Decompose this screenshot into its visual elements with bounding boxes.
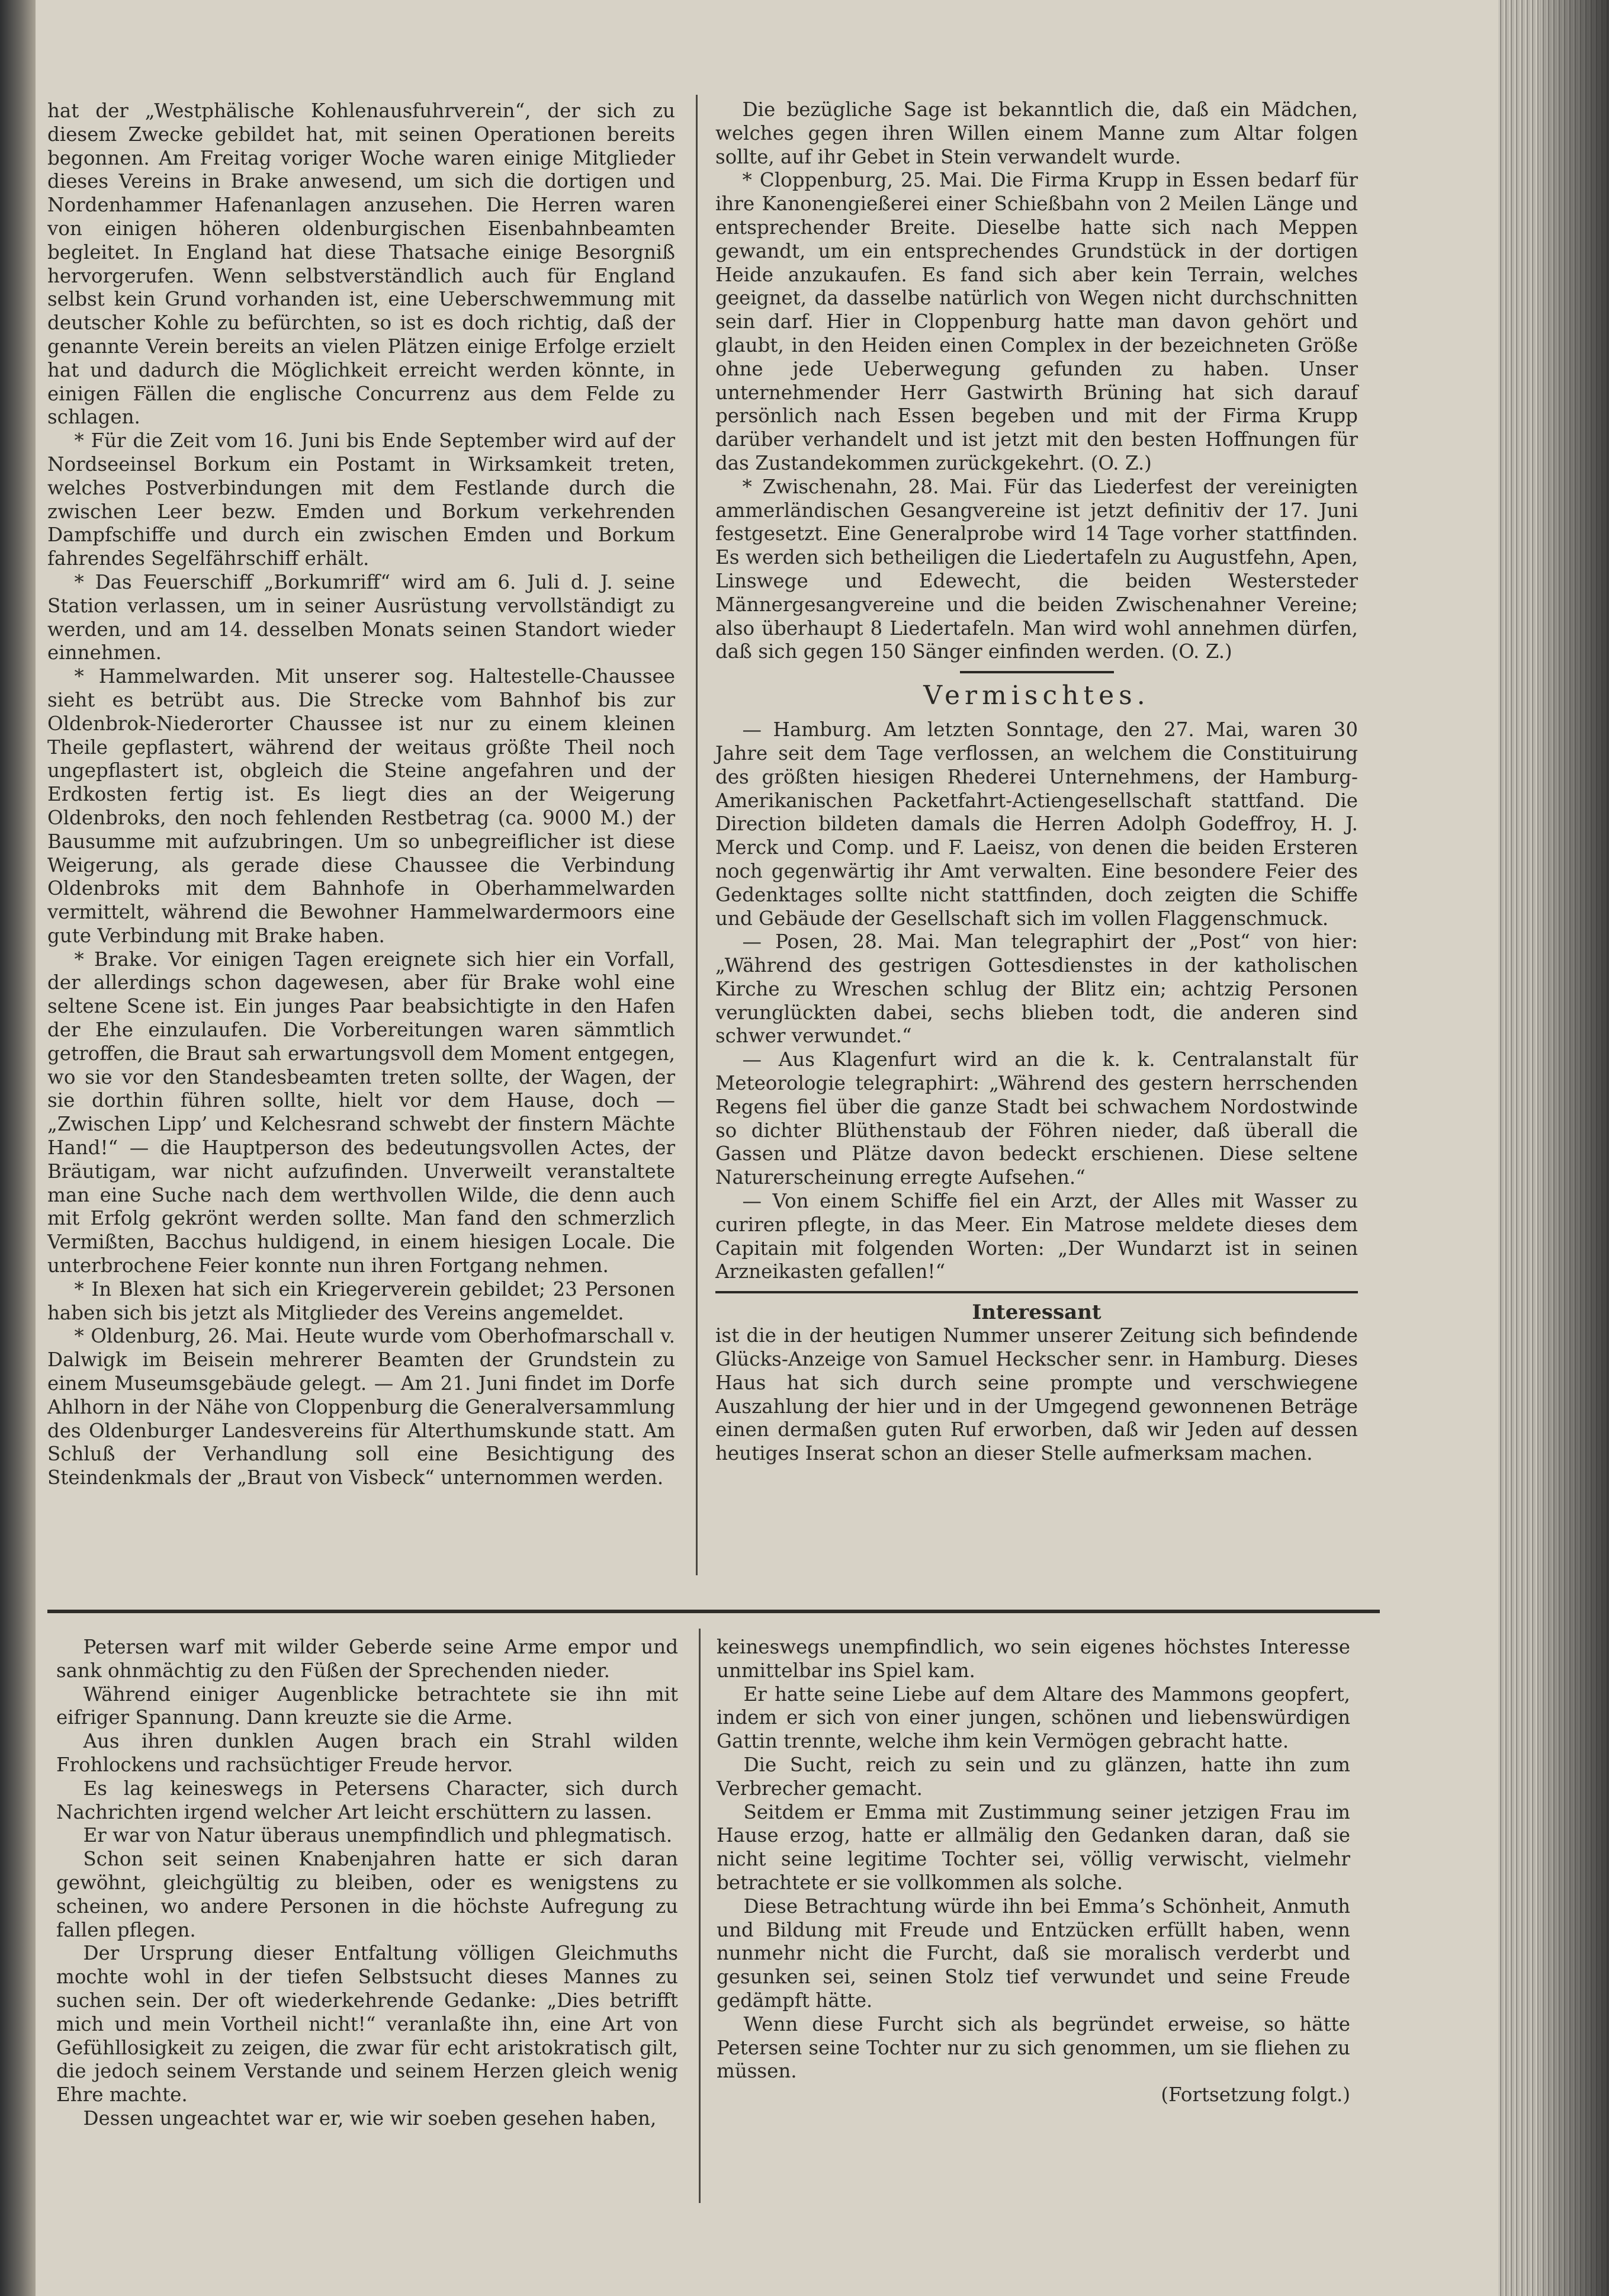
news-column-right — [715, 98, 1358, 1466]
notice-heading-interessant: Interessant — [972, 1300, 1101, 1325]
paragraph: hat der „Westphälische Kohlenausfuhrverein“, der sich zu diesem Zwecke gebildet hat, mit seinen Operationen bereits begonnen. Am Freitag voriger Woche waren einige Mitglieder dieses Vereins in Brake anwesend, um sich die dortigen und Nordenhammer Hafenanlagen anzusehen. Die Herren waren von einigen höheren oldenburgischen Eisenbahnbeamten begleitet. In England hat diese Thatsache einige Besorgniß hervorgerufen. Wenn selbstverständlich auch für England selbst kein Grund vorhanden ist, eine Ueberschwemmung mit deutscher Kohle zu befürchten, so ist es doch richtig, daß der genannte Verein bereits an vielen Plätzen einige Erfolge erzielt hat und dadurch die Möglichkeit erreicht werden könnte, in einigen Fällen die englische Concurrenz aus dem Felde zu schlagen. — [47, 99, 675, 429]
paragraph: Wenn diese Furcht sich als begründet erweise, so hätte Petersen seine Tochter nur zu sich genommen, um sie fliehen zu müssen. — [717, 2012, 1350, 2083]
paragraph: Petersen warf mit wilder Geberde seine Arme empor und sank ohnmächtig zu den Füßen der Sprechenden nieder. — [56, 1636, 678, 1682]
paragraph: keineswegs unempfindlich, wo sein eigenes höchstes Interesse unmittelbar ins Spiel kam. — [717, 1636, 1350, 1682]
column-rule-bottom — [699, 1629, 701, 2203]
paragraph: * Für die Zeit vom 16. Juni bis Ende September wird auf der Nordseeinsel Borkum ein Postamt in Wirksamkeit treten, welches Postverbindungen mit dem Festlande durch die zwischen Leer bezw. Emden und Borkum verkehrenden Dampfschiffe und durch ein zwischen Emden und Borkum fahrendes Segelfährschiff erhält. — [47, 429, 675, 570]
rule — [715, 1291, 1358, 1293]
paragraph: * Cloppenburg, 25. Mai. Die Firma Krupp in Essen bedarf für ihre Kanonengießerei einer Schießbahn von 2 Meilen Länge und entsprechender Breite. Dieselbe hatte sich nach Meppen gewandt, um ein entsprechendes Grundstück in der dortigen Heide anzukaufen. Es fand sich aber kein Terrain, welches geeignet, da dasselbe natürlich von Wegen nicht durchschnitten sein darf. Hier in Cloppenburg hatte man davon gehört und glaubt, in den Heiden einen Complex in der bezeichneten Größe ohne jede Ueberwegung gefunden zu haben. Unser unternehmender Herr Gastwirth Brüning hat sich darauf persönlich nach Essen begeben und mit der Firma Krupp darüber verhandelt und ist jetzt mit den besten Hoffnungen für das Zustandekommen zurückgekehrt. (O. Z.) — [715, 169, 1358, 474]
feuilleton-column-right — [717, 1636, 1350, 2107]
paragraph: Diese Betrachtung würde ihn bei Emma’s Schönheit, Anmuth und Bildung mit Freude und Entzücken erfüllt haben, wenn nunmehr nicht die Furcht, daß sie moralisch verderbt und gesunken sei, seinen Stolz tief verwundet und seine Freude gedämpft hätte. — [717, 1894, 1350, 2012]
paragraph: * Das Feuerschiff „Borkumriff“ wird am 6. Juli d. J. seine Station verlassen, um in seiner Ausrüstung vervollständigt zu werden, und am 14. desselben Monats seinen Standort wieder einnehmen. — [47, 570, 675, 664]
section-heading-vermischtes: Vermischtes. — [923, 680, 1150, 711]
paragraph: Die bezügliche Sage ist bekanntlich die, daß ein Mädchen, welches gegen ihren Willen einem Manne zum Altar folgen sollte, auf ihr Gebet in Stein verwandelt wurde. — [715, 98, 1358, 168]
paragraph: Die Sucht, reich zu sein und zu glänzen, hatte ihn zum Verbrecher gemacht. — [717, 1753, 1350, 1800]
paragraph: Seitdem er Emma mit Zustimmung seiner jetzigen Frau im Hause erzog, hatte er allmälig den Gedanken daran, daß sie nicht seine legitime Tochter sei, völlig verwischt, vielmehr betrachtete er sie vollkommen als solche. — [717, 1800, 1350, 1894]
page-edge-shadow — [1540, 0, 1609, 2296]
paragraph: — Posen, 28. Mai. Man telegraphirt der „Post“ von hier: „Während des gestrigen Gottesdienstes in der katholischen Kirche zu Wreschen schlug der Blitz ein; achtzig Personen verunglückten dabei, sechs blieben todt, die anderen sind schwer verwundet.“ — [715, 930, 1358, 1048]
continuation-note: (Fortsetzung folgt.) — [1161, 2083, 1350, 2106]
book-gutter — [0, 0, 36, 2296]
feuilleton-column-left — [56, 1636, 678, 2131]
paragraph: Schon seit seinen Knabenjahren hatte er sich daran gewöhnt, gleichgültig zu bleiben, oder es wenigstens zu scheinen, wo andere Personen in die höchste Aufregung zu fallen pflegen. — [56, 1848, 678, 1941]
paragraph: * Hammelwarden. Mit unserer sog. Haltestelle-Chaussee sieht es betrübt aus. Die Strecke vom Bahnhof bis zur Oldenbrok-Niederorter Chaussee ist nur zu einem kleinen Theile gepflastert, während der weitaus größte Theil noch ungepflastert ist, obgleich die Steine angefahren und der Erdkosten fertig ist. Es liegt dies an der Weigerung Oldenbroks, den noch fehlenden Restbetrag (ca. 9000 M.) der Bausumme mit aufzubringen. Um so unbegreiflicher ist diese Weigerung, als gerade diese Chaussee die Verbindung Oldenbroks mit dem Bahnhofe in Oberhammelwarden vermittelt, während die Bewohner Hammelwardermoors eine gute Verbindung mit Brake haben. — [47, 665, 675, 947]
notice-text: ist die in der heutigen Nummer unserer Zeitung sich befindende Glücks-Anzeige von Samuel Heckscher senr. in Hamburg. Dieses Haus hat sich durch seine prompte und verschwiegene Auszahlung der hier und in der Umgegend gewonnenen Beträge einen dermaßen guten Ruf erworben, daß wir Jeden auf dessen heutiges Inserat schon an dieser Stelle aufmerksam machen. — [715, 1324, 1358, 1465]
short-rule — [960, 671, 1114, 673]
paragraph: Der Ursprung dieser Entfaltung völligen Gleichmuths mochte wohl in der tiefen Selbstsucht dieses Mannes zu suchen sein. Der oft wiederkehrende Gedanke: „Dies betrifft mich und mein Vortheil nicht!“ veranlaßte ihn, eine Art von Gefühllosigkeit zu zeigen, die zwar für echt aristokratisch gilt, die jedoch seinem Verstande und seinem Herzen gleich wenig Ehre machte. — [56, 1942, 678, 2106]
paragraph: Dessen ungeachtet war er, wie wir soeben gesehen haben, — [83, 2106, 657, 2130]
feuilleton-divider — [47, 1610, 1380, 1613]
paragraph: — Hamburg. Am letzten Sonntage, den 27. Mai, waren 30 Jahre seit dem Tage verflossen, an welchem die Constituirung des größten hiesigen Rhederei Unternehmens, der Hamburg-Amerikanischen Packetfahrt-Actiengesellschaft stattfand. Die Direction bildeten damals die Herren Adolph Godeffroy, H. J. Merck und Comp. und F. Laeisz, von denen die beiden Ersteren noch gegenwärtig ihr Amt verwalten. Eine besondere Feier des Gedenktages sollte nicht stattfinden, doch zeigten die Schiffe und Gebäude der Gesellschaft sich im vollen Flaggenschmuck. — [715, 718, 1358, 930]
paragraph: * Brake. Vor einigen Tagen ereignete sich hier ein Vorfall, der allerdings schon dagewesen, aber für Brake wohl eine seltene Scene ist. Ein junges Paar beabsichtigte in den Hafen der Ehe einzulaufen. Die Vorbereitungen waren sämmtlich getroffen, die Braut sah erwartungsvoll dem Moment entgegen, wo sie vor den Standesbeamten treten sollte, der Wagen, der sie dorthin führen sollte, hielt vor dem Hause, doch — „Zwischen Lipp’ und Kelchesrand schwebt der finstern Mächte Hand!“ — die Hauptperson des bedeutungsvollen Actes, der Bräutigam, war nicht aufzufinden. Unverweilt veranstaltete man eine Suche nach dem werthvollen Wilde, die denn auch mit Erfolg gekrönt werden sollte. Man fand den schmerzlich Vermißten, Bacchus huldigend, in einem hiesigen Locale. Die unterbrochene Feier konnte nun ihren Fortgang nehmen. — [47, 948, 675, 1277]
column-rule-top — [696, 95, 698, 1575]
paragraph: Er hatte seine Liebe auf dem Altare des Mammons geopfert, indem er sich von einer jungen, schönen und liebenswürdigen Gattin trennte, welche ihm kein Vermögen gebracht hatte. — [717, 1682, 1350, 1753]
paragraph: Er war von Natur überaus unempfindlich und phlegmatisch. — [83, 1824, 673, 1847]
paragraph: — Von einem Schiffe fiel ein Arzt, der Alles mit Wasser zu curiren pflegte, in das Meer. Ein Matrose meldete dieses dem Capitain mit folgenden Worten: „Der Wundarzt ist in seinen Arzneikasten gefallen!“ — [715, 1190, 1358, 1283]
paragraph: Während einiger Augenblicke betrachtete sie ihn mit eifriger Spannung. Dann kreuzte sie die Arme. — [56, 1682, 678, 1729]
paragraph: * Zwischenahn, 28. Mai. Für das Liederfest der vereinigten ammerländischen Gesangvereine ist jetzt definitiv der 17. Juni festgesetzt. Eine Generalprobe wird 14 Tage vorher stattfinden. Es werden sich betheiligen die Liedertafeln zu Augustfehn, Apen, Linswege und Edewecht, die beiden Westersteder Männergesangvereine und die beiden Zwischenahner Vereine; also überhaupt 8 Liedertafeln. Man wird wohl annehmen dürfen, daß sich gegen 150 Sänger einfinden werden. (O. Z.) — [715, 475, 1358, 663]
paragraph: * Oldenburg, 26. Mai. Heute wurde vom Oberhofmarschall v. Dalwigk im Beisein mehrerer Beamten der Grundstein zu einem Museumsgebäude gelegt. — Am 21. Juni findet im Dorfe Ahlhorn in der Nähe von Cloppenburg die Generalversammlung des Oldenburger Landesvereins für Alterthumskunde statt. Am Schluß der Verhandlung soll eine Besichtigung des Steindenkmals der „Braut von Visbeck“ unternommen werden. — [47, 1325, 675, 1489]
paragraph: * In Blexen hat sich ein Kriegerverein gebildet; 23 Personen haben sich bis jetzt als Mitglieder des Vereins angemeldet. — [47, 1277, 675, 1324]
paragraph: — Aus Klagenfurt wird an die k. k. Centralanstalt für Meteorologie telegraphirt: „Während des gestern herrschenden Regens fiel über die ganze Stadt bei schwachem Nordostwinde so dichter Blüthenstaub der Föhren nieder, daß überall die Gassen und Plätze davon bedeckt erschienen. Diese seltene Naturerscheinung erregte Aufsehen.“ — [715, 1048, 1358, 1189]
paragraph: Es lag keineswegs in Petersens Character, sich durch Nachrichten irgend welcher Art leicht erschüttern zu lassen. — [56, 1777, 678, 1823]
paragraph: Aus ihren dunklen Augen brach ein Strahl wilden Frohlockens und rachsüchtiger Freude hervor. — [56, 1730, 678, 1776]
news-column-left — [47, 99, 675, 1490]
